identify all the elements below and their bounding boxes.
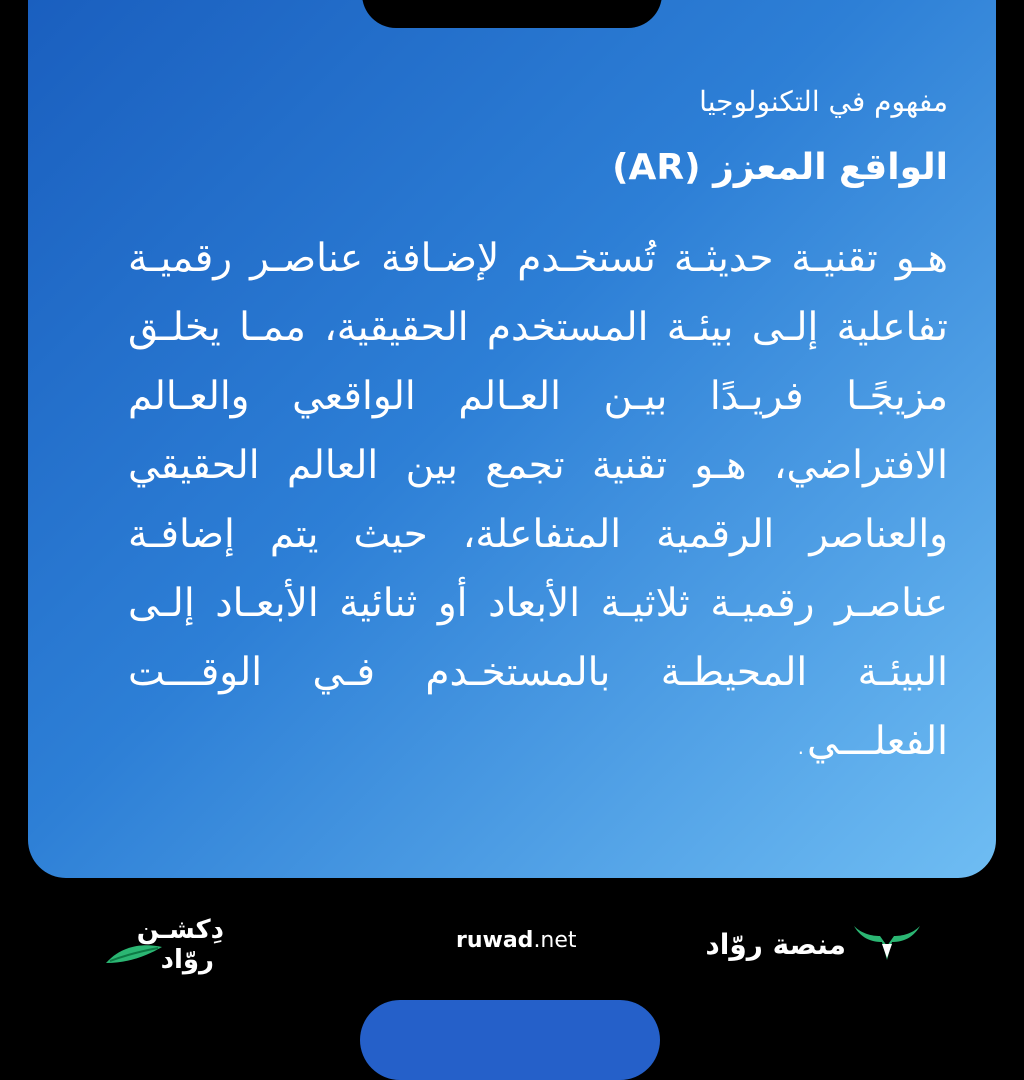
- top-notch: [362, 0, 662, 28]
- card-content: [128, 80, 948, 776]
- definition-text: هـو تقنيـة حديثـة تُستخـدم لإضـافة عناصـر رقميـة تفاعلية إلـى بيئـة المستخدم الحقيقية، ممـا يخلـق مزيجًـا فريـدًا بيـن العـالم الواقعي والعـالم الافتراضي، هـو تقنية تجمع بين العالم الحقيقي والعناصر الرقمية المتفاعلة، حيث يتم إضافـة عناصـر رقميـة ثلاثيـة الأبعاد أو ثنائية الأبعـاد إلـى البيئـة المحيطـة بالمستخـدم فـي الوقـــت الفعلـــي.: [128, 236, 948, 764]
- dictionary-logo-line1: دِكشـن: [136, 915, 224, 945]
- concept-card: [28, 0, 996, 878]
- dictionary-logo-line2: روّاد: [160, 945, 214, 975]
- leaf-icon: [104, 941, 164, 967]
- url-domain: ruwad: [456, 928, 534, 953]
- bull-horns-icon: [852, 922, 922, 964]
- page-title: الواقع المعزز (AR): [612, 147, 948, 188]
- platform-logo: [705, 920, 922, 970]
- platform-name: منصة روّاد: [705, 928, 846, 961]
- website-url[interactable]: [456, 928, 577, 953]
- bottom-notch: [360, 1000, 660, 1080]
- url-tld: .net: [533, 928, 577, 953]
- concept-label: مفهوم في التكنولوجيا: [699, 85, 948, 118]
- dictionary-logo: [104, 915, 224, 975]
